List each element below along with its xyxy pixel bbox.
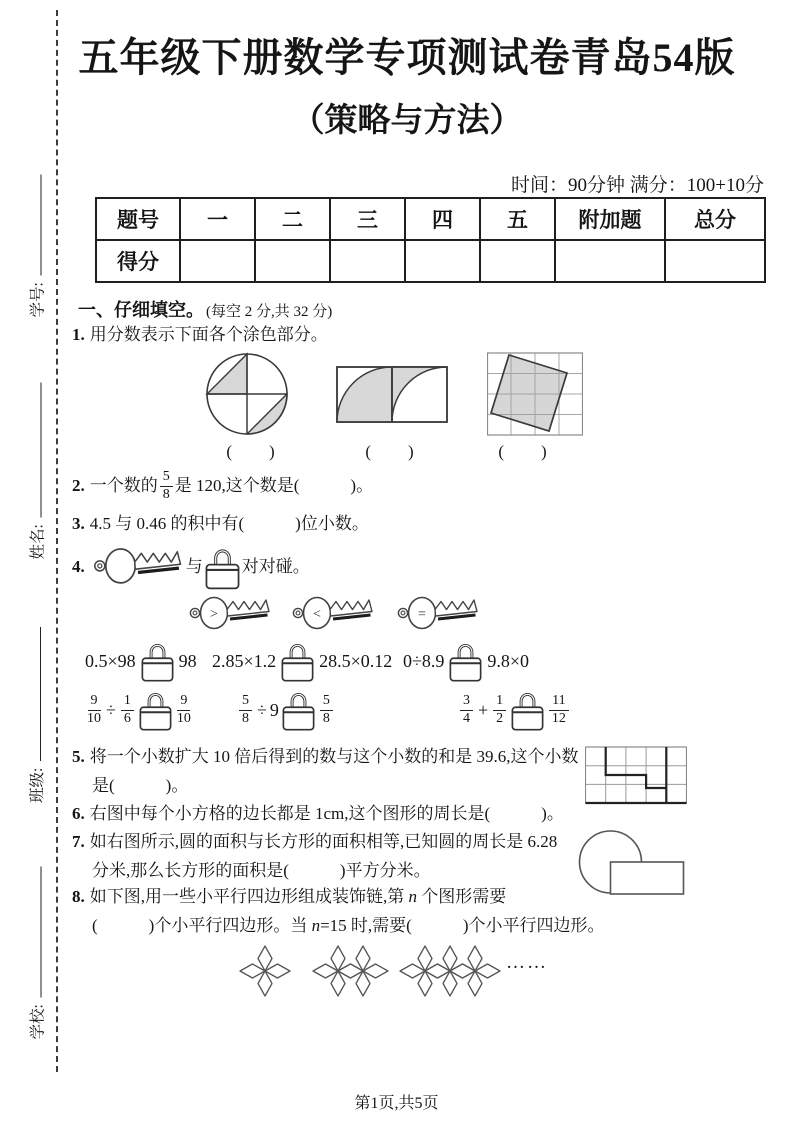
col-bonus: 附加题 [555, 198, 665, 240]
question-3-number: 3. [72, 514, 85, 533]
school-blank-line [40, 867, 41, 998]
pair-5-operator: ÷ [257, 699, 267, 720]
student-id-field [25, 175, 47, 318]
col-question-no: 题号 [96, 198, 180, 240]
score-table-score-row [96, 240, 765, 282]
fraction-numerator: 9 [88, 693, 101, 710]
fraction-1-6 [121, 693, 134, 726]
pair-3-left-expression: 0÷8.9 [403, 650, 445, 671]
score-cell-empty [330, 240, 405, 282]
key-icon [92, 543, 184, 591]
question-5-text-1: 将一个小数扩大 10 倍后得到的数与这个小数的和是 39.6,这个小数 [89, 747, 579, 766]
col-part-1: 一 [180, 198, 255, 240]
fig-parallelogram-chain [228, 944, 528, 998]
question-4-conjunction: 与 [185, 556, 203, 576]
fraction-numerator: 1 [493, 693, 506, 710]
q1-answer-blank-1: ( ) [226, 442, 276, 461]
question-2-text-post: 是 120,这个数是( )。 [174, 475, 374, 495]
q1-answer-blank-2: ( ) [365, 442, 415, 461]
score-cell-empty [480, 240, 555, 282]
question-7-number: 7. [72, 832, 85, 851]
question-1 [72, 324, 328, 347]
lock-icon [139, 688, 172, 732]
fig-grid-tilted-square [487, 352, 583, 436]
compare-pair-3 [403, 639, 529, 683]
lock-icon [282, 688, 315, 732]
variable-n: n [311, 916, 321, 935]
question-5-line-1 [72, 746, 579, 769]
fraction-numerator: 3 [460, 693, 473, 710]
question-8-line-1 [72, 886, 506, 909]
fraction-denominator: 10 [176, 711, 191, 726]
fraction-9-10 [87, 693, 101, 726]
fig-circle-shaded-parts [205, 352, 289, 436]
question-6-text: 右图中每个小方格的边长都是 1cm,这个图形的周长是( )。 [89, 804, 564, 823]
fraction-denominator: 12 [551, 711, 566, 726]
lock-icon [449, 639, 482, 683]
score-cell-empty [665, 240, 765, 282]
pair-6-operator: + [478, 699, 489, 720]
fraction-denominator: 6 [123, 711, 131, 726]
fraction-5-8 [239, 693, 252, 726]
fig-circle-rectangle [578, 829, 686, 897]
question-5-number: 5. [72, 747, 85, 766]
fraction-numerator: 9 [177, 693, 190, 710]
student-id-blank-line [40, 175, 41, 276]
fraction-3-4 [460, 693, 473, 726]
pair-1-left-expression: 0.5×98 [85, 650, 136, 671]
question-8-text-1b: 个图形需要 [417, 887, 507, 906]
fraction-9-10 [177, 693, 191, 726]
fraction-denominator: 10 [87, 711, 101, 726]
fraction-1-2 [493, 693, 506, 726]
lock-icon [141, 639, 174, 683]
question-8-text-1a: 如下图,用一些小平行四边形组成装饰链,第 [89, 887, 409, 906]
student-id-label: 学号: [29, 282, 46, 318]
fraction-numerator: 1 [121, 693, 134, 710]
class-label: 班级: [29, 767, 46, 803]
student-name-field [25, 383, 47, 560]
question-8-text-2a: ( )个小平行四边形。当 [92, 916, 312, 935]
key-equal-icon [396, 592, 480, 636]
pair-4-operator: ÷ [106, 699, 116, 720]
question-8-line-2 [92, 915, 605, 938]
question-6 [72, 803, 564, 826]
q1-answer-blank-3: ( ) [498, 442, 548, 461]
school-field [25, 867, 47, 1040]
question-5-line-2 [92, 775, 188, 798]
score-table-header-row [96, 198, 765, 240]
pair-3-right-expression: 9.8×0 [487, 650, 530, 671]
class-field [25, 627, 47, 803]
question-4-text-post: 对对碰。 [241, 556, 310, 576]
question-8-number: 8. [72, 887, 85, 906]
question-7-text-1: 如右图所示,圆的面积与长方形的面积相等,已知圆的周长是 6.28 [89, 832, 558, 851]
col-part-3: 三 [330, 198, 405, 240]
question-2-number: 2. [72, 475, 85, 495]
key-less-icon [291, 592, 375, 636]
question-4-number: 4. [72, 556, 85, 576]
question-7-line-2 [92, 860, 431, 883]
col-total: 总分 [665, 198, 765, 240]
student-name-blank-line [40, 383, 41, 518]
question-6-number: 6. [72, 804, 85, 823]
variable-n: n [408, 887, 417, 906]
fig-grid-staircase [585, 745, 687, 805]
school-label: 学校: [29, 1004, 46, 1040]
key-greater-icon [188, 592, 272, 636]
score-table [95, 197, 766, 283]
pair-2-right-expression: 28.5×0.12 [319, 650, 393, 671]
question-3-text: 4.5 与 0.46 的积中有( )位小数。 [89, 514, 369, 533]
question-7-text-2: 分米,那么长方形的面积是( )平方分米。 [92, 861, 431, 880]
score-cell-empty [405, 240, 480, 282]
fraction-denominator: 8 [162, 487, 170, 502]
fraction-numerator: 11 [549, 693, 568, 710]
score-cell-empty [555, 240, 665, 282]
paper-title: 五年级下册数学专项测试卷青岛54版 [78, 35, 736, 80]
fraction-numerator: 5 [320, 693, 333, 710]
fig-squares-quarter-arcs [336, 366, 448, 423]
pair-5-integer: 9 [269, 699, 279, 720]
compare-pair-2 [212, 639, 392, 683]
question-5-text-2: 是( )。 [92, 776, 189, 795]
col-part-4: 四 [405, 198, 480, 240]
margin-dashed-line [56, 10, 58, 1072]
student-name-label: 姓名: [29, 524, 46, 560]
question-1-number: 1. [72, 325, 85, 344]
lock-icon [511, 688, 544, 732]
col-part-2: 二 [255, 198, 330, 240]
compare-pair-4 [85, 688, 193, 732]
question-1-text: 用分数表示下面各个涂色部分。 [89, 325, 328, 344]
key-equal-symbol: = [418, 607, 426, 622]
fraction-denominator: 8 [322, 711, 330, 726]
section-1-points-note: (每空 2 分,共 32 分) [206, 304, 333, 320]
fraction-11-12 [549, 693, 568, 726]
question-3 [72, 513, 369, 536]
fraction-numerator: 5 [160, 469, 173, 486]
compare-pair-6 [458, 688, 571, 732]
section-1-title: 一、仔细填空。 [78, 300, 204, 320]
col-part-5: 五 [480, 198, 555, 240]
class-blank-line [40, 627, 41, 761]
question-4 [72, 542, 310, 592]
lock-icon [205, 544, 240, 591]
question-8-text-2b: =15 时,需要( )个小平行四边形。 [320, 916, 605, 935]
fraction-numerator: 5 [239, 693, 252, 710]
page-footer: 第1页,共5页 [354, 1095, 439, 1112]
question-2 [72, 467, 373, 505]
key-greater-symbol: > [210, 607, 218, 622]
score-cell-empty [255, 240, 330, 282]
paper-subtitle: （策略与方法） [291, 103, 523, 139]
compare-pair-5 [237, 688, 335, 732]
score-row-label: 得分 [96, 240, 180, 282]
fraction-denominator: 4 [463, 711, 470, 726]
time-score-info: 时间：90分钟 满分：100+10分 [511, 175, 764, 196]
score-cell-empty [180, 240, 255, 282]
fraction-denominator: 8 [242, 711, 249, 726]
pair-2-left-expression: 2.85×1.2 [212, 650, 277, 671]
section-1-heading [78, 296, 332, 322]
fraction-5-8 [320, 693, 333, 726]
compare-pair-1 [85, 639, 197, 683]
question-2-text-pre: 一个数的 [89, 475, 158, 495]
fraction-5-8 [160, 469, 173, 502]
question-7-line-1 [72, 831, 557, 854]
fraction-denominator: 2 [496, 711, 504, 726]
chain-ellipsis: …… [506, 952, 548, 973]
lock-icon [281, 639, 314, 683]
key-less-symbol: < [313, 607, 321, 622]
pair-1-right-expression: 98 [178, 650, 197, 671]
